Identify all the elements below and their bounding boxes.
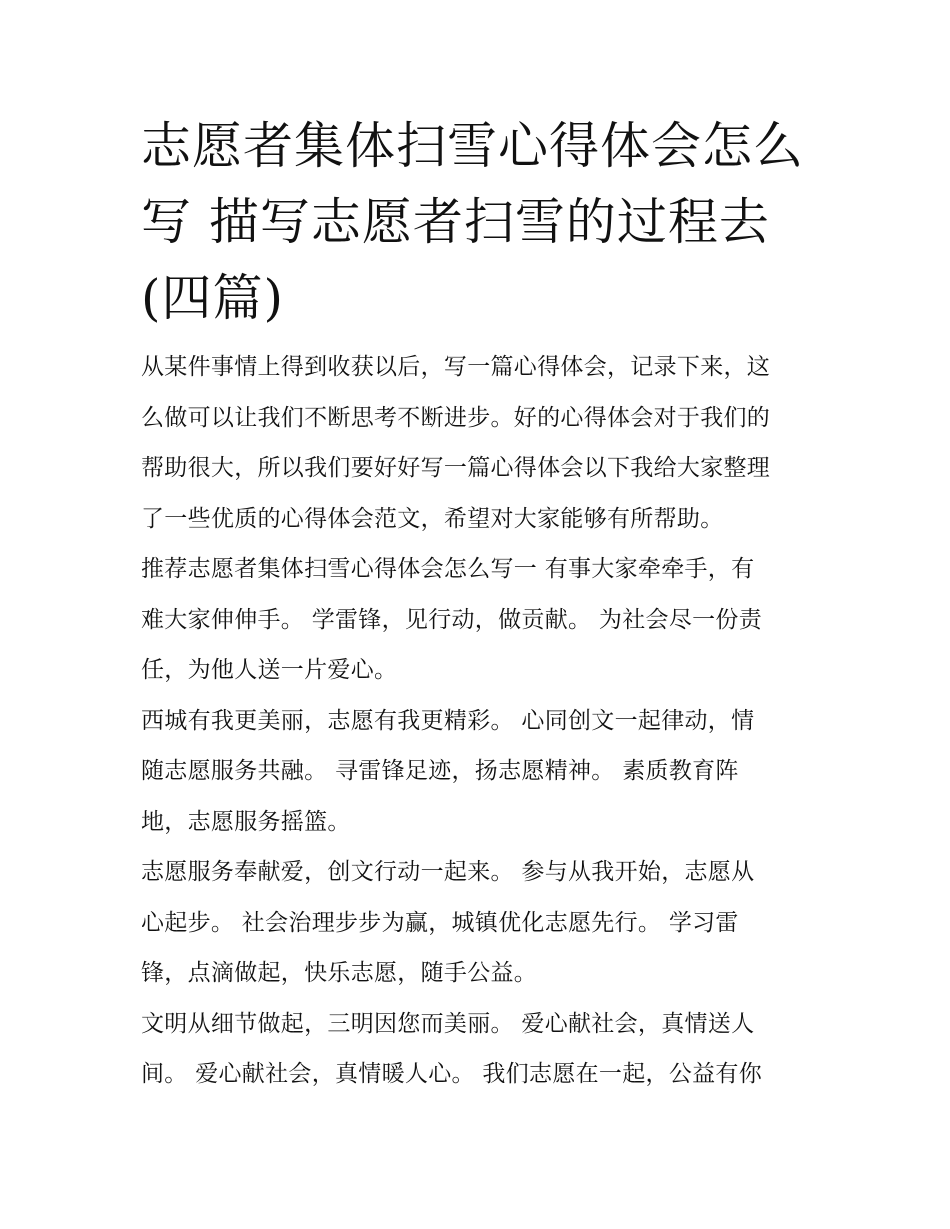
text-line: 推荐志愿者集体扫雪心得体会怎么写一 有事大家牵牵手，有 <box>141 556 755 582</box>
text-line: 从某件事情上得到收获以后，写一篇心得体会，记录下来，这 <box>141 354 771 380</box>
text-line: 志愿服务奉献爱，创文行动一起来。 参与从我开始，志愿从 <box>141 859 755 885</box>
text-line: 了一些优质的心得体会范文，希望对大家能够有所帮助。 <box>141 505 724 532</box>
paragraph-civilization <box>141 999 821 1100</box>
document-page <box>141 108 821 1100</box>
text-line: 么做可以让我们不断思考不断进步。好的心得体会对于我们的 <box>141 404 771 431</box>
paragraph-intro <box>141 342 821 544</box>
text-line: 帮助很大，所以我们要好好写一篇心得体会以下我给大家整理 <box>141 455 771 481</box>
document-body <box>141 342 821 1100</box>
paragraph-recommend <box>141 544 821 696</box>
document-title <box>141 108 821 336</box>
text-line: 锋，点滴做起，快乐志愿，随手公益。 <box>141 960 538 986</box>
text-line: 心起步。 社会治理步步为赢，城镇优化志愿先行。 学习雷 <box>141 909 739 936</box>
paragraph-xicheng <box>141 696 821 848</box>
text-line: 难大家伸伸手。 学雷锋，见行动，做贡献。 为社会尽一份责 <box>141 606 763 633</box>
text-line: 西城有我更美丽，志愿有我更精彩。 心同创文一起律动，情 <box>141 707 755 734</box>
text-line: 间。 爱心献社会，真情暖人心。 我们志愿在一起，公益有你 <box>141 1061 763 1087</box>
title-line: 写 描写志愿者扫雪的过程去 <box>141 193 770 251</box>
text-line: 文明从细节做起，三明因您而美丽。 爱心献社会，真情送人 <box>141 1010 755 1037</box>
text-line: 随志愿服务共融。 寻雷锋足迹，扬志愿精神。 素质教育阵 <box>141 758 739 784</box>
text-line: 任，为他人送一片爱心。 <box>141 657 398 683</box>
title-line: 志愿者集体扫雪心得体会怎么 <box>141 117 804 175</box>
text-line: 地，志愿服务摇篮。 <box>141 808 351 835</box>
paragraph-volunteer-service <box>141 847 821 999</box>
title-line: (四篇) <box>141 269 285 327</box>
